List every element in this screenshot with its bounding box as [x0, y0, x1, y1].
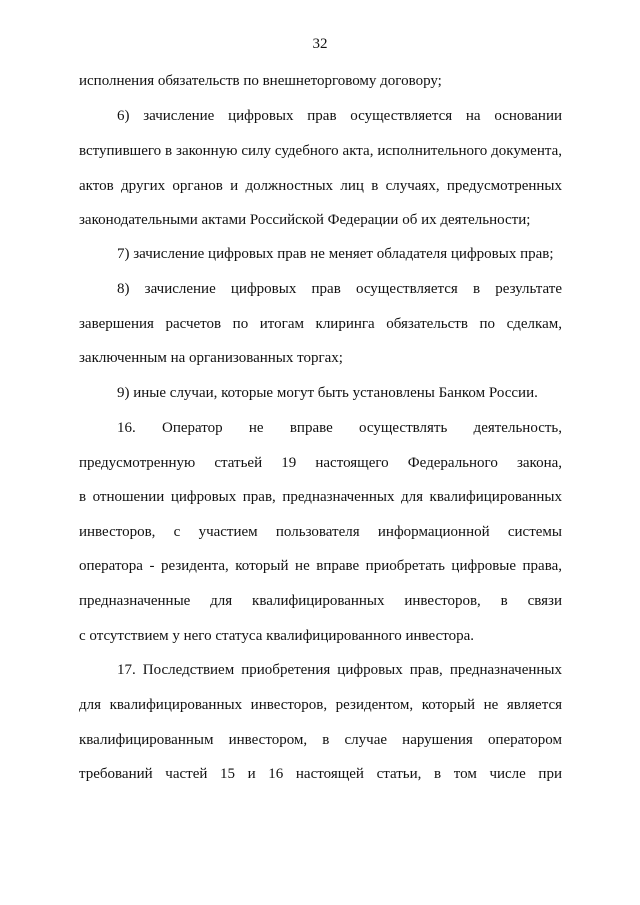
- text-line: вступившего в законную силу судебного акта, исполнительного документа,: [79, 143, 562, 159]
- text-line: предусмотренную статьей 19 настоящего Федерального закона,: [79, 455, 562, 471]
- text-line: 17. Последствием приобретения цифровых прав, предназначенных: [117, 662, 562, 678]
- text-line: 6) зачисление цифровых прав осуществляется на основании: [117, 108, 562, 124]
- text-line: 8) зачисление цифровых прав осуществляется в результате: [117, 281, 562, 297]
- text-line: исполнения обязательств по внешнеторговому договору;: [79, 73, 442, 89]
- text-line: квалифицированным инвестором, в случае нарушения оператором: [79, 732, 562, 748]
- text-line: требований частей 15 и 16 настоящей статьи, в том числе при: [79, 766, 562, 782]
- text-line: актов других органов и должностных лиц в случаях, предусмотренных: [79, 178, 562, 194]
- text-line: 7) зачисление цифровых прав не меняет обладателя цифровых прав;: [117, 246, 554, 262]
- text-line: завершения расчетов по итогам клиринга обязательств по сделкам,: [79, 316, 562, 332]
- text-line: предназначенные для квалифицированных инвесторов, в связи: [79, 593, 562, 609]
- text-line: с отсутствием у него статуса квалифицированного инвестора.: [79, 628, 475, 644]
- text-line: заключенным на организованных торгах;: [79, 350, 343, 366]
- text-line: 16. Оператор не вправе осуществлять деятельность,: [117, 420, 562, 436]
- text-line: для квалифицированных инвесторов, резидентом, который не является: [79, 697, 562, 713]
- text-line: инвесторов, с участием пользователя информационной системы: [79, 524, 562, 540]
- text-line: 9) иные случаи, которые могут быть установлены Банком России.: [117, 385, 538, 401]
- page-number: 32: [312, 36, 328, 52]
- text-line: законодательными актами Российской Федерации об их деятельности;: [79, 212, 531, 228]
- text-line: оператора - резидента, который не вправе приобретать цифровые права,: [79, 558, 562, 574]
- text-line: в отношении цифровых прав, предназначенных для квалифицированных: [79, 489, 562, 505]
